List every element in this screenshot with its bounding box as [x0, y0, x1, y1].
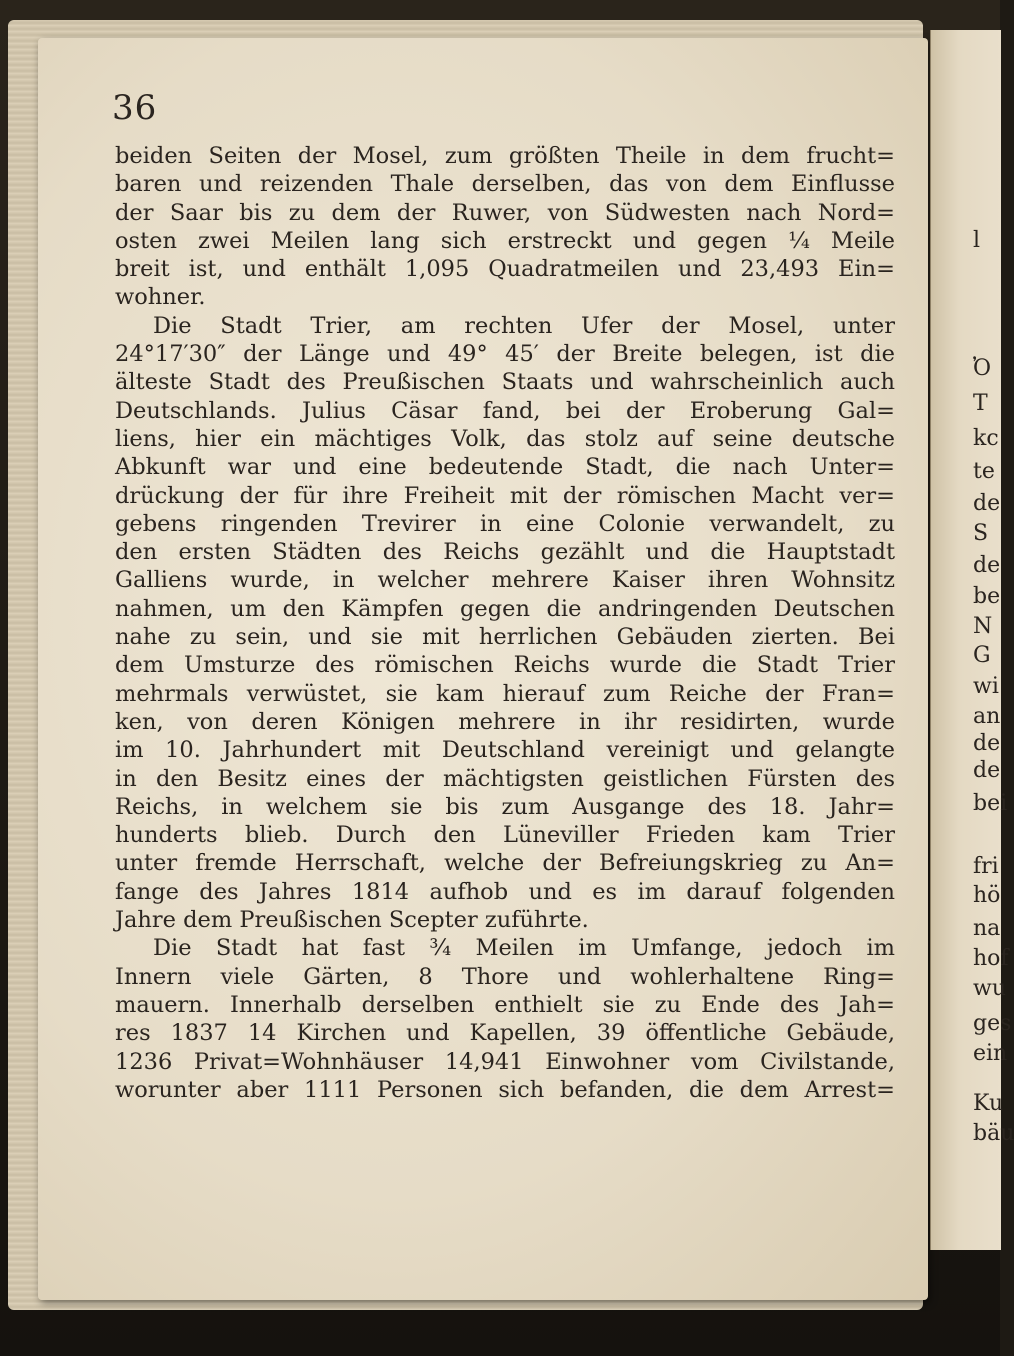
text-line: osten zwei Meilen lang sich erstreckt und gegen ¼ Meile: [115, 227, 895, 254]
next-page-fragment: bäu: [973, 1121, 1014, 1146]
next-page-edge: [930, 30, 1014, 1250]
text-line: res 1837 14 Kirchen und Kapellen, 39 öffentliche Gebäude,: [115, 1020, 895, 1047]
next-page-fragment: de: [973, 758, 1001, 783]
text-line: mauern. Innerhalb derselben enthielt sie zu Ende des Jah=: [115, 991, 895, 1018]
next-page-fragment: de: [973, 731, 1001, 756]
text-line: unter fremde Herrschaft, welche der Befreiungskrieg zu An=: [115, 850, 895, 877]
next-page-fragment: N: [973, 614, 993, 639]
text-line: Die Stadt Trier, am rechten Ufer der Mosel, unter: [153, 312, 895, 339]
text-line: drückung der für ihre Freiheit mit der römischen Macht ver=: [115, 482, 895, 509]
next-page-fragment: S: [973, 521, 989, 546]
page-text-body: [115, 142, 895, 1104]
text-line: 24°17′30″ der Länge und 49° 45′ der Breite belegen, ist die: [115, 341, 895, 368]
next-page-fragment: na: [973, 916, 1001, 941]
text-line: der Saar bis zu dem der Ruwer, von Südwesten nach Nord=: [115, 199, 895, 226]
text-line: beiden Seiten der Mosel, zum größten Theile in dem frucht=: [115, 143, 895, 169]
text-line: worunter aber 1111 Personen sich befanden, die dem Arrest=: [115, 1076, 895, 1103]
text-line: Abkunft war und eine bedeutende Stadt, die nach Unter=: [115, 454, 895, 481]
next-page-fragment: be: [973, 584, 1001, 609]
next-page-fragment: wi: [973, 674, 999, 699]
next-page-fragment: bei: [973, 791, 1008, 816]
text-line: breit ist, und enthält 1,095 Quadratmeilen und 23,493 Ein=: [115, 256, 895, 283]
text-line: Die Stadt hat fast ¾ Meilen im Umfange, jedoch im: [153, 935, 895, 962]
next-page-fragment: Ὀ: [973, 356, 992, 381]
next-page-fragment: Ku: [973, 1091, 1004, 1116]
text-line: den ersten Städten des Reichs gezählt und die Hauptstadt: [115, 539, 895, 566]
next-page-fragment: ges: [973, 1011, 1012, 1036]
text-line: wohner.: [115, 284, 206, 311]
text-line: nahmen, um den Kämpfen gegen die andringenden Deutschen: [115, 595, 895, 622]
next-page-fragment: de: [973, 553, 1001, 578]
text-line: Innern viele Gärten, 8 Thore und wohlerhaltene Ring=: [115, 963, 895, 990]
next-page-fragment: G: [973, 643, 991, 668]
text-line: gebens ringenden Trevirer in eine Colonie verwandelt, zu: [115, 510, 895, 537]
text-line: liens, hier ein mächtiges Volk, das stolz auf seine deutsche: [115, 425, 895, 452]
next-page-fragment: fri: [973, 854, 999, 879]
text-line: mehrmals verwüstet, sie kam hierauf zum Reiche der Fran=: [115, 680, 895, 707]
text-line: nahe zu sein, und sie mit herrlichen Gebäuden zierten. Bei: [115, 624, 895, 651]
next-page-fragment: de: [973, 491, 1001, 516]
text-line: Galliens wurde, in welcher mehrere Kaiser ihren Wohnsitz: [115, 567, 895, 594]
next-page-fragment: T: [973, 391, 988, 416]
next-page-fragment: ein: [973, 1041, 1008, 1066]
page-number: 36: [112, 88, 158, 128]
next-page-fragment: l: [973, 228, 981, 253]
text-line: in den Besitz eines der mächtigsten geistlichen Fürsten des: [115, 765, 895, 792]
text-line: älteste Stadt des Preußischen Staats und wahrscheinlich auch: [115, 369, 895, 396]
text-line: Deutschlands. Julius Cäsar fand, bei der Eroberung Gal=: [115, 397, 895, 424]
next-page-fragment: hof: [973, 946, 1009, 971]
text-line: im 10. Jahrhundert mit Deutschland vereinigt und gelangte: [115, 737, 895, 764]
next-page-fragment: kc: [973, 426, 999, 451]
text-line: dem Umsturze des römischen Reichs wurde die Stadt Trier: [115, 652, 895, 679]
next-page-fragment: hö: [973, 883, 1001, 908]
text-line: ken, von deren Königen mehrere in ihr residirten, wurde: [115, 708, 895, 735]
text-line: 1236 Privat=Wohnhäuser 14,941 Einwohner vom Civilstande,: [115, 1048, 895, 1075]
next-page-fragment: te: [973, 459, 995, 484]
text-line: hunderts blieb. Durch den Lüneviller Frieden kam Trier: [115, 822, 895, 849]
text-line: baren und reizenden Thale derselben, das von dem Einflusse: [115, 171, 895, 198]
text-line: Jahre dem Preußischen Scepter zuführte.: [115, 907, 589, 934]
next-page-fragment: wu: [973, 976, 1006, 1001]
text-line: Reichs, in welchem sie bis zum Ausgange des 18. Jahr=: [115, 793, 895, 820]
next-page-fragment: an: [973, 704, 1001, 729]
text-line: fange des Jahres 1814 aufhob und es im darauf folgenden: [115, 878, 895, 905]
